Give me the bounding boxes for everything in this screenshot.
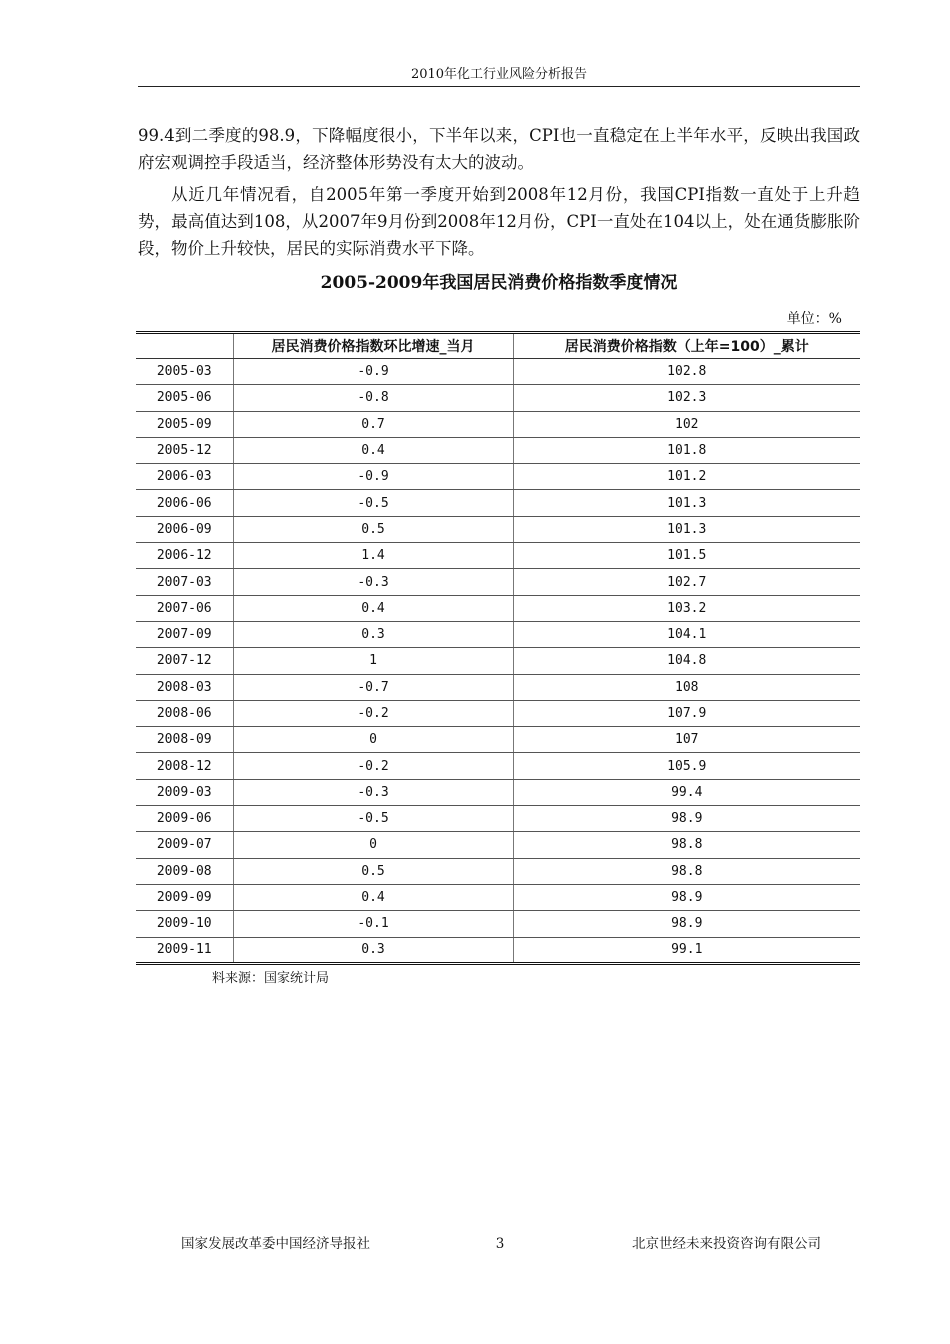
cell-date: 2009-07 <box>136 832 233 858</box>
table-row <box>136 911 860 937</box>
cell-mom-growth: -0.5 <box>233 490 513 516</box>
table-row <box>136 569 860 595</box>
cell-date: 2008-09 <box>136 727 233 753</box>
table-row <box>136 884 860 910</box>
cell-date: 2007-06 <box>136 595 233 621</box>
cell-cumulative-index: 98.8 <box>513 832 860 858</box>
table-row <box>136 411 860 437</box>
table-row <box>136 359 860 385</box>
cell-date: 2009-06 <box>136 806 233 832</box>
cell-date: 2006-12 <box>136 543 233 569</box>
table-row <box>136 858 860 884</box>
cell-date: 2005-03 <box>136 359 233 385</box>
cell-cumulative-index: 101.3 <box>513 516 860 542</box>
cell-date: 2005-09 <box>136 411 233 437</box>
cell-mom-growth: -0.8 <box>233 385 513 411</box>
column-header-cumulative-index: 居民消费价格指数（上年=100）_累计 <box>513 333 860 359</box>
cell-date: 2005-06 <box>136 385 233 411</box>
column-header-date <box>136 333 233 359</box>
cell-cumulative-index: 101.3 <box>513 490 860 516</box>
table-row <box>136 700 860 726</box>
cell-cumulative-index: 103.2 <box>513 595 860 621</box>
cell-cumulative-index: 102.7 <box>513 569 860 595</box>
cell-mom-growth: 0.3 <box>233 621 513 647</box>
cell-mom-growth: -0.1 <box>233 911 513 937</box>
cell-mom-growth: 0.3 <box>233 937 513 963</box>
table-row <box>136 674 860 700</box>
header-divider <box>138 86 860 87</box>
cell-date: 2008-12 <box>136 753 233 779</box>
cell-date: 2006-06 <box>136 490 233 516</box>
cell-cumulative-index: 102.3 <box>513 385 860 411</box>
cell-mom-growth: -0.9 <box>233 359 513 385</box>
cell-date: 2008-06 <box>136 700 233 726</box>
cell-cumulative-index: 108 <box>513 674 860 700</box>
cell-mom-growth: 0.4 <box>233 595 513 621</box>
cell-cumulative-index: 102 <box>513 411 860 437</box>
column-header-mom-growth: 居民消费价格指数环比增速_当月 <box>233 333 513 359</box>
table-body <box>136 359 860 964</box>
footer-publisher: 国家发展改革委中国经济导报社 <box>181 1236 370 1252</box>
cell-mom-growth: 0.5 <box>233 516 513 542</box>
table-row <box>136 621 860 647</box>
cell-cumulative-index: 105.9 <box>513 753 860 779</box>
cell-mom-growth: -0.2 <box>233 700 513 726</box>
cell-cumulative-index: 107.9 <box>513 700 860 726</box>
table-header-row <box>136 333 860 359</box>
table-row <box>136 516 860 542</box>
cell-cumulative-index: 98.8 <box>513 858 860 884</box>
cell-mom-growth: -0.7 <box>233 674 513 700</box>
cell-mom-growth: -0.9 <box>233 464 513 490</box>
table-unit: 单位：% <box>786 311 842 327</box>
table-row <box>136 543 860 569</box>
cell-date: 2009-11 <box>136 937 233 963</box>
table-row <box>136 806 860 832</box>
page-number: 3 <box>495 1236 505 1252</box>
cell-date: 2009-08 <box>136 858 233 884</box>
table-title: 2005-2009年我国居民消费价格指数季度情况 <box>320 273 678 293</box>
cell-date: 2009-03 <box>136 779 233 805</box>
cell-date: 2006-03 <box>136 464 233 490</box>
cell-date: 2005-12 <box>136 437 233 463</box>
cell-date: 2007-12 <box>136 648 233 674</box>
cell-cumulative-index: 104.1 <box>513 621 860 647</box>
cell-mom-growth: 0.7 <box>233 411 513 437</box>
cell-mom-growth: 0 <box>233 727 513 753</box>
table-row <box>136 437 860 463</box>
cell-mom-growth: 1 <box>233 648 513 674</box>
cell-date: 2006-09 <box>136 516 233 542</box>
cell-date: 2009-10 <box>136 911 233 937</box>
cell-cumulative-index: 101.5 <box>513 543 860 569</box>
table-row <box>136 753 860 779</box>
table-row <box>136 490 860 516</box>
cell-mom-growth: 1.4 <box>233 543 513 569</box>
table-row <box>136 937 860 963</box>
table-row <box>136 595 860 621</box>
cell-cumulative-index: 104.8 <box>513 648 860 674</box>
cell-cumulative-index: 98.9 <box>513 884 860 910</box>
cell-mom-growth: -0.2 <box>233 753 513 779</box>
cell-cumulative-index: 107 <box>513 727 860 753</box>
body-paragraph-2: 从近几年情况看，自2005年第一季度开始到2008年12月份，我国CPI指数一直处于上升趋势，最高值达到108，从2007年9月份到2008年12月份，CPI一直处在104以上，处在通货膨胀阶段，物价上升较快，居民的实际消费水平下降。 <box>138 185 860 258</box>
cell-cumulative-index: 98.9 <box>513 911 860 937</box>
cell-mom-growth: 0 <box>233 832 513 858</box>
table-row <box>136 832 860 858</box>
cell-date: 2007-03 <box>136 569 233 595</box>
body-paragraph-1: 99.4到二季度的98.9，下降幅度很小，下半年以来，CPI也一直稳定在上半年水平，反映出我国政府宏观调控手段适当，经济整体形势没有太大的波动。 <box>138 126 860 172</box>
cell-mom-growth: -0.3 <box>233 779 513 805</box>
cell-mom-growth: -0.5 <box>233 806 513 832</box>
cell-cumulative-index: 99.1 <box>513 937 860 963</box>
cell-mom-growth: 0.4 <box>233 437 513 463</box>
cell-mom-growth: 0.5 <box>233 858 513 884</box>
cpi-table <box>136 331 860 965</box>
cell-date: 2007-09 <box>136 621 233 647</box>
cell-cumulative-index: 101.2 <box>513 464 860 490</box>
cell-mom-growth: 0.4 <box>233 884 513 910</box>
cell-cumulative-index: 102.8 <box>513 359 860 385</box>
cell-cumulative-index: 98.9 <box>513 806 860 832</box>
running-header: 2010年化工行业风险分析报告 <box>410 67 588 82</box>
footer-company: 北京世经未来投资咨询有限公司 <box>632 1236 821 1252</box>
cell-date: 2008-03 <box>136 674 233 700</box>
table-row <box>136 464 860 490</box>
data-source-note: 料来源：国家统计局 <box>212 971 330 986</box>
cell-cumulative-index: 101.8 <box>513 437 860 463</box>
table-row <box>136 385 860 411</box>
cell-cumulative-index: 99.4 <box>513 779 860 805</box>
cell-date: 2009-09 <box>136 884 233 910</box>
table-row <box>136 779 860 805</box>
table-row <box>136 727 860 753</box>
cell-mom-growth: -0.3 <box>233 569 513 595</box>
table-row <box>136 648 860 674</box>
